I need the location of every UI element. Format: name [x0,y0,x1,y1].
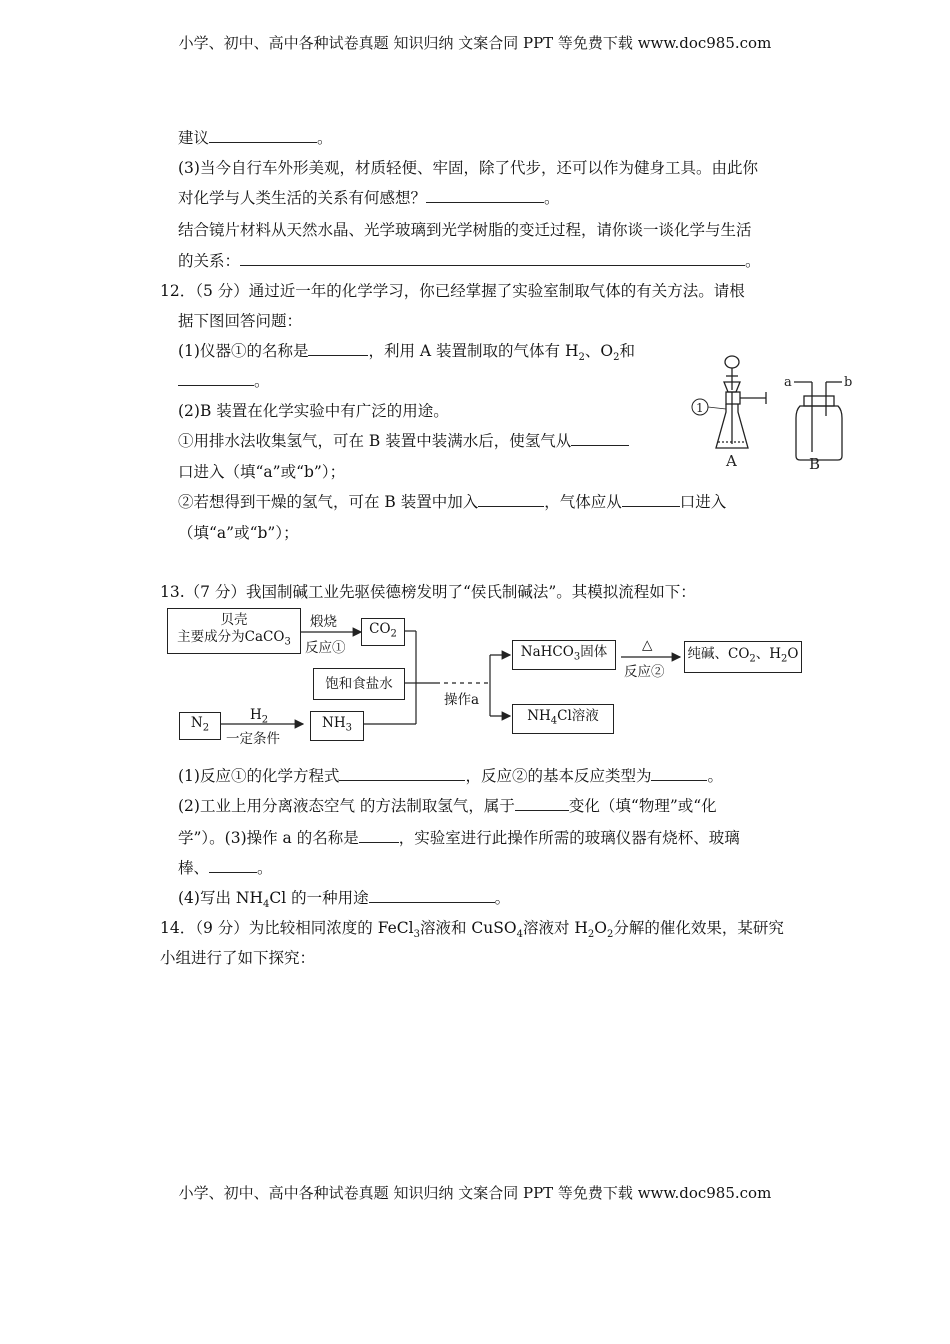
co2-box: $CO_2$ [361,618,405,646]
q11-l3-end: 。 [544,189,560,207]
h2-label: $H_2$ [250,707,269,726]
q12-l4-end: 。 [254,372,270,390]
label-a: A [726,452,737,470]
answer-blank[interactable] [339,766,465,781]
q12-l6: ①用排水法收集氢气，可在 B 装置中装满水后，使氢气从 [178,432,572,450]
q14-line-1: 14．（9 分）为比较相同浓度的 FeCl$_3$溶液和 CuSO$_4$溶液对 $H_2O_2$分解的催化效果，某研究 [160,919,784,941]
page-footer: 小学、初中、高中各种试卷真题 知识归纳 文案合同 PPT 等免费下载 www.doc985.com [178,1184,772,1202]
shell-line-1: 贝壳 [220,611,248,628]
answer-blank[interactable] [209,858,257,873]
answer-blank[interactable] [515,796,569,811]
q13-title: 13.（7 分）我国制碱工业先驱侯德榜发明了“侯氏制碱法”。其模拟流程如下： [160,583,696,601]
subscript: 2 [578,352,585,364]
q13-line-2: (2)工业上用分离液态空气 的方法制取氢气，属于 变化（填“物理”或“化 [178,797,717,815]
products-box: 纯碱、$CO_2$、$H_2O$ [684,641,802,673]
nh3-box: $NH_3$ [310,711,364,741]
q12-line-5: (2)B 装置在化学实验中有广泛的用途。 [178,402,449,420]
reaction2-label: 反应② [624,664,665,680]
subscript: 2 [613,352,620,364]
q11-l1-text: 建议 [178,129,210,147]
label-one: 1 [696,401,704,415]
page-header: 小学、初中、高中各种试卷真题 知识归纳 文案合同 PPT 等免费下载 www.doc985.com [178,34,772,52]
q12-line-9: （填“a”或“b”）； [178,524,299,542]
q11-l5-text: 的关系： [178,252,241,270]
q13-line-4: 棒、 。 [178,859,273,877]
brine-box: 饱和食盐水 [313,668,405,700]
q12-l3b: ，利用 A 装置制取的气体有 H [368,342,579,360]
q12-l8c: 口进入 [679,493,727,511]
shell-box [167,608,301,654]
operation-a-label: 操作a [444,692,480,708]
q13-line-5: (4)写出 $NH_4Cl$ 的一种用途 。 [178,889,511,911]
port-a-label: a [784,375,792,390]
q13-line-1: (1)反应①的化学方程式 ，反应②的基本反应类型为 。 [178,767,723,785]
heat-label: △ [642,637,653,653]
nh4cl-box: $NH_4Cl$溶液 [512,704,614,734]
answer-blank[interactable] [651,766,707,781]
q11-line-2: (3)当今自行车外形美观，材质轻便、牢固，除了代步，还可以作为健身工具。由此你 [178,159,758,177]
label-b: B [809,455,821,473]
q11-l3-text: 对化学与人类生活的关系有何感想？ [178,189,427,207]
port-b-label: b [844,375,853,390]
reaction1-label: 反应① [305,640,346,656]
q11-l1-end: 。 [317,129,333,147]
answer-blank[interactable] [369,888,495,903]
q11-l5-end: 。 [745,252,761,270]
q14-line-2: 小组进行了如下探究： [160,949,316,967]
q13-line-3: 学”）。(3)操作 a 的名称是 ，实验室进行此操作所需的玻璃仪器有烧杯、玻璃 [178,829,740,847]
n2-box: $N_2$ [179,712,221,740]
q12-l3a: (1)仪器①的名称是 [178,342,309,360]
q12-line-2: 据下图回答问题： [178,312,303,330]
q12-line-1: 12．（5 分）通过近一年的化学学习，你已经掌握了实验室制取气体的有关方法。请根 [160,282,745,300]
q12-l8a: ②若想得到干燥的氢气，可在 B 装置中加入 [178,493,479,511]
q12-l8b: ，气体应从 [544,493,622,511]
answer-blank[interactable] [359,828,399,843]
q11-line-4: 结合镜片材料从天然水晶、光学玻璃到光学树脂的变迁过程，请你谈一谈化学与生活 [178,221,752,239]
q12-line-7: 口进入（填“a”或“b”）； [178,463,346,481]
shell-line-2: 主要成分为CaCO$_3$ [177,628,291,648]
condition-label: 一定条件 [226,731,280,747]
q12-l3d: 和 [619,342,635,360]
calcine-label: 煅烧 [310,614,337,630]
q12-l3c: 、O [584,342,614,360]
nahco3-box: NaHCO$_3$固体 [512,640,616,670]
